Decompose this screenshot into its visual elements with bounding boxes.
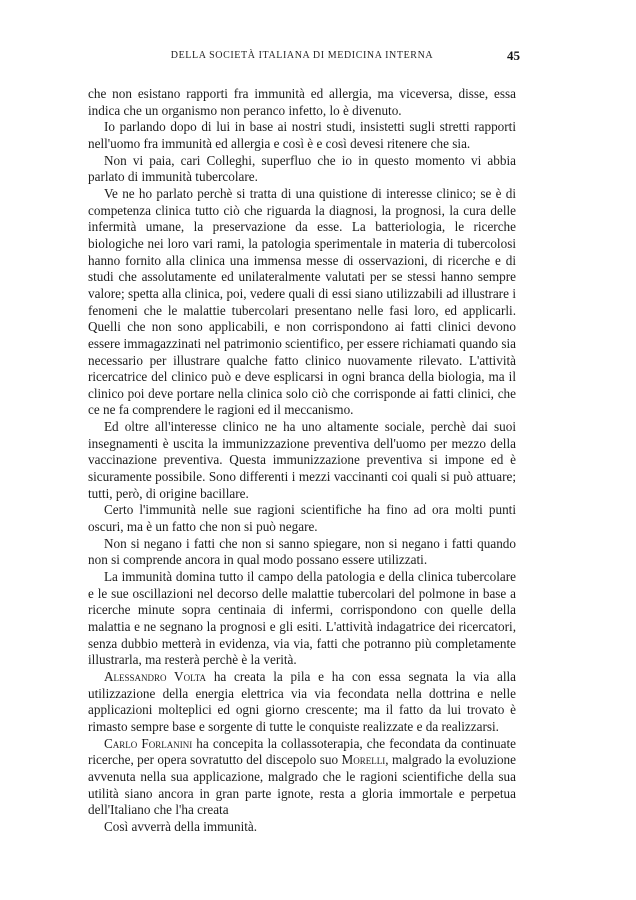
person-name: Morelli [341,752,386,768]
paragraph-closing: Così avverrà della immunità. [104,818,258,834]
paragraph: Ve ne ho parlato perchè si tratta di una quistione di interesse clinico; se è di competenza clinica tutto ciò che riguarda la diagnosi, la prognosi, la cura delle infermità umane, la preservazione da esse. La batteriologia, le ricerche biologiche nei loro vari rami, la patologia sperimentale in materia di tubercolosi hanno fornito alla clinica una immensa messe di osservazioni, di ricerche e di studi che assolutamente ed unilateralmente valutati per se stessi hanno sempre valore; spetta alla clinica, poi, vedere quali di essi siano utilizzabili ad illustrare i fenomeni che le malattie tubercolari presentano nelle fasi loro, ed applicarli. Quelli che non sono applicabili, e non corrispondono ai fatti clinici devono essere immagazzinati nel patrimonio scientifico, per essere richiamati quando sia necessario per illustrare qualche fatto clinico nuovamente rilevato. L'attività ricercatrice del clinico può e deve esplicarsi in ogni branca della biologia, ma il clinico poi deve portare nella clinica solo ciò che corrisponde ai fatti clinici, che ce ne fa comprendere le ragioni ed il meccanismo. [88,185,516,418]
paragraph: La immunità domina tutto il campo della patologia e della clinica tubercolare e le sue oscillazioni nel decorso delle malattie tubercolari del polmone in base a ricerche minute sopra centinaia di infermi, corrispondono con quelle della malattia e ne segnano la prognosi e gli esiti. L'attività indagatrice dei ricercatori, senza dubbio metterà in evidenza, via via, fatti che potranno più completamente illustrarla, ma resterà perchè è la verità. [88,569,516,668]
paragraph-volta [88,669,516,736]
running-title: DELLA SOCIETÀ ITALIANA DI MEDICINA INTERNA [170,50,434,61]
paragraph-text: ha concepita la collassoterapia, che fecondata da continuate ricerche, per opera sovratutto del discepolo suo [88,735,516,768]
paragraph: Non si negano i fatti che non si sanno spiegare, non si negano i fatti quando non si comprende ancora in qual modo possano essere utilizzati. [88,535,516,568]
paragraph: Io parlando dopo di lui in base ai nostri studi, insistetti sugli stretti rapporti nell'uomo fra immunità ed allergia e così è e così devesi ritenere che sia. [88,119,516,151]
running-header [88,48,520,70]
paragraph-forlanini [88,736,516,819]
person-name: Carlo Forlanini [104,735,193,751]
page-number: 45 [507,48,520,63]
person-name: Alessandro Volta [104,668,207,684]
body-text [88,86,516,836]
paragraph: Certo l'immunità nelle sue ragioni scientifiche ha fino ad ora molti punti oscuri, ma è un fatto che non si può negare. [88,502,516,535]
paragraph-text: , malgrado la evoluzione avvenuta nella sua applicazione, malgrado che le ragioni scientifiche della sua utilità siano ancora in gran parte ignote, resta a gloria immortale e perpetua dell'Italiano che l'ha creata [88,752,516,818]
paragraph: che non esistano rapporti fra immunità ed allergia, ma viceversa, disse, essa indica che un organismo non peranco infetto, lo è divenuto. [88,86,516,118]
paragraph: Non vi paia, cari Colleghi, superfluo che io in questo momento vi abbia parlato di immunità tubercolare. [88,152,516,185]
paragraph: Ed oltre all'interesse clinico ne ha uno altamente sociale, perchè dai suoi insegnamenti è uscita la immunizzazione preventiva dell'uomo per mezzo della vaccinazione preventiva. Questa immunizzazione preventiva si impone ed è sicuramente possibile. Sono differenti i mezzi vaccinanti coi quali si può attuare; tutti, però, di origine bacillare. [88,419,516,501]
paragraph-text: ha creata la pila e ha con essa segnata la via alla utilizzazione della energia elettrica via via fecondata nella dottrina e nelle applicazioni molteplici ed ogni giorno crescente; ma il fatto da lui trovato è rimasto sempre base e sorgente di tutte le conquiste realizzate e da realizzarsi. [88,668,517,734]
